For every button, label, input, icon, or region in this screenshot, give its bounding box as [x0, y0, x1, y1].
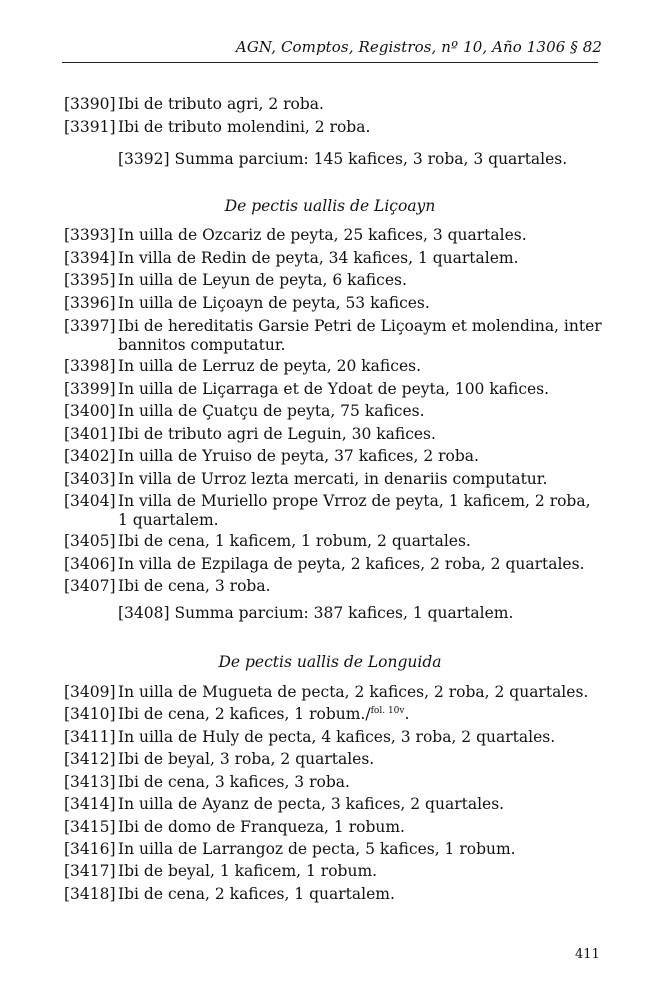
entry-number: [3418]	[64, 885, 116, 903]
entry-number: [3399]	[64, 380, 116, 398]
entry-number: [3403]	[64, 470, 116, 488]
entry-text: Ibi de domo de Franqueza, 1 robum.	[118, 818, 405, 836]
entry-number: [3416]	[64, 840, 116, 858]
entry-text: In villa de Muriello prope Vrroz de peyta, 1 kaficem, 2 roba, 1 quartalem.	[118, 492, 591, 529]
entry-3405	[64, 532, 604, 551]
entry-3409	[64, 683, 604, 702]
entry-text: In uilla de Huly de pecta, 4 kafices, 3 roba, 2 quartales.	[118, 728, 556, 746]
entry-3394	[64, 249, 604, 268]
entry-3395	[64, 271, 604, 290]
entry-3407	[64, 577, 604, 596]
entry-number: [3400]	[64, 402, 116, 420]
entry-number: [3414]	[64, 795, 116, 813]
entry-3412	[64, 750, 604, 769]
entry-text: Ibi de hereditatis Garsie Petri de Liçoaym et molendina, inter bannitos computatur.	[118, 317, 602, 354]
summa-3408: [3408] Summa parcium: 387 kafices, 1 quartalem.	[118, 604, 514, 622]
entry-number: [3405]	[64, 532, 116, 550]
entry-3397	[64, 317, 604, 355]
entry-number: [3404]	[64, 492, 116, 510]
section-heading-licoayn: De pectis uallis de Liçoayn	[224, 197, 436, 215]
entry-number: [3402]	[64, 447, 116, 465]
entry-number: [3396]	[64, 294, 116, 312]
entry-3411	[64, 728, 604, 747]
entry-text: Ibi de beyal, 1 kaficem, 1 robum.	[118, 862, 378, 880]
entry-number: [3406]	[64, 555, 116, 573]
entry-number: [3397]	[64, 317, 116, 335]
entry-number: [3398]	[64, 357, 116, 375]
entry-3418	[64, 885, 604, 904]
entry-3416	[64, 840, 604, 859]
entry-text: Ibi de tributo molendini, 2 roba.	[118, 118, 371, 136]
entry-3417	[64, 862, 604, 881]
entry-text: Ibi de cena, 3 kafices, 3 roba.	[118, 773, 350, 791]
entry-number: [3393]	[64, 226, 116, 244]
entry-number: [3407]	[64, 577, 116, 595]
entry-text: In uilla de Mugueta de pecta, 2 kafices, 2 roba, 2 quartales.	[118, 683, 589, 701]
entry-3400	[64, 402, 604, 421]
entry-number: [3401]	[64, 425, 116, 443]
entry-text: In uilla de Larrangoz de pecta, 5 kafices, 1 robum.	[118, 840, 516, 858]
entry-number: [3417]	[64, 862, 116, 880]
entry-number: [3409]	[64, 683, 116, 701]
entry-number: [3413]	[64, 773, 116, 791]
entry-text: In uilla de Ozcariz de peyta, 25 kafices, 3 quartales.	[118, 226, 527, 244]
entry-3398	[64, 357, 604, 376]
entry-3403	[64, 470, 604, 489]
entry-number: [3391]	[64, 118, 116, 136]
entry-3402	[64, 447, 604, 466]
entry-text: In uilla de Liçoayn de peyta, 53 kafices.	[118, 294, 430, 312]
entry-3414	[64, 795, 604, 814]
entry-text: Ibi de cena, 3 roba.	[118, 577, 271, 595]
entry-number: [3395]	[64, 271, 116, 289]
entry-text-wrapper	[118, 705, 604, 724]
entry-number: [3411]	[64, 728, 116, 746]
entry-text: Ibi de tributo agri, 2 roba.	[118, 95, 324, 113]
folio-marker: fol. 10v	[370, 705, 405, 716]
entry-3391	[64, 118, 604, 137]
page-number: 411	[575, 947, 600, 962]
entry-3399	[64, 380, 604, 399]
entry-3404	[64, 492, 604, 530]
summa-3392: [3392] Summa parcium: 145 kafices, 3 roba, 3 quartales.	[118, 150, 568, 168]
running-header: AGN, Comptos, Registros, nº 10, Año 1306 § 82	[235, 38, 602, 56]
entry-3396	[64, 294, 604, 313]
entry-text: Ibi de cena, 1 kaficem, 1 robum, 2 quartales.	[118, 532, 471, 550]
entry-text-end: .	[404, 705, 410, 723]
entry-text: In uilla de Leyun de peyta, 6 kafices.	[118, 271, 407, 289]
entry-text: Ibi de cena, 2 kafices, 1 robum./	[118, 705, 371, 723]
section-heading-longuida: De pectis uallis de Longuida	[218, 653, 442, 671]
entry-text: In uilla de Ayanz de pecta, 3 kafices, 2 quartales.	[118, 795, 505, 813]
entry-3410	[64, 705, 604, 724]
entry-3390	[64, 95, 604, 114]
entry-number: [3394]	[64, 249, 116, 267]
entry-3413	[64, 773, 604, 792]
entry-text: In uilla de Lerruz de peyta, 20 kafices.	[118, 357, 421, 375]
entry-text: In villa de Redin de peyta, 34 kafices, 1 quartalem.	[118, 249, 519, 267]
entry-number: [3412]	[64, 750, 116, 768]
header-rule	[62, 62, 598, 63]
entry-text: In villa de Urroz lezta mercati, in denariis computatur.	[118, 470, 548, 488]
entry-3393	[64, 226, 604, 245]
entry-text: Ibi de cena, 2 kafices, 1 quartalem.	[118, 885, 395, 903]
entry-3415	[64, 818, 604, 837]
entry-number: [3390]	[64, 95, 116, 113]
entry-text: Ibi de tributo agri de Leguin, 30 kafices.	[118, 425, 436, 443]
entry-number: [3415]	[64, 818, 116, 836]
entry-number: [3410]	[64, 705, 116, 723]
entry-text: In uilla de Çuatçu de peyta, 75 kafices.	[118, 402, 425, 420]
entry-text: Ibi de beyal, 3 roba, 2 quartales.	[118, 750, 375, 768]
entry-3401	[64, 425, 604, 444]
entry-text: In villa de Ezpilaga de peyta, 2 kafices, 2 roba, 2 quartales.	[118, 555, 585, 573]
entry-3406	[64, 555, 604, 574]
entry-text: In uilla de Yruiso de peyta, 37 kafices, 2 roba.	[118, 447, 479, 465]
entry-text: In uilla de Liçarraga et de Ydoat de peyta, 100 kafices.	[118, 380, 550, 398]
